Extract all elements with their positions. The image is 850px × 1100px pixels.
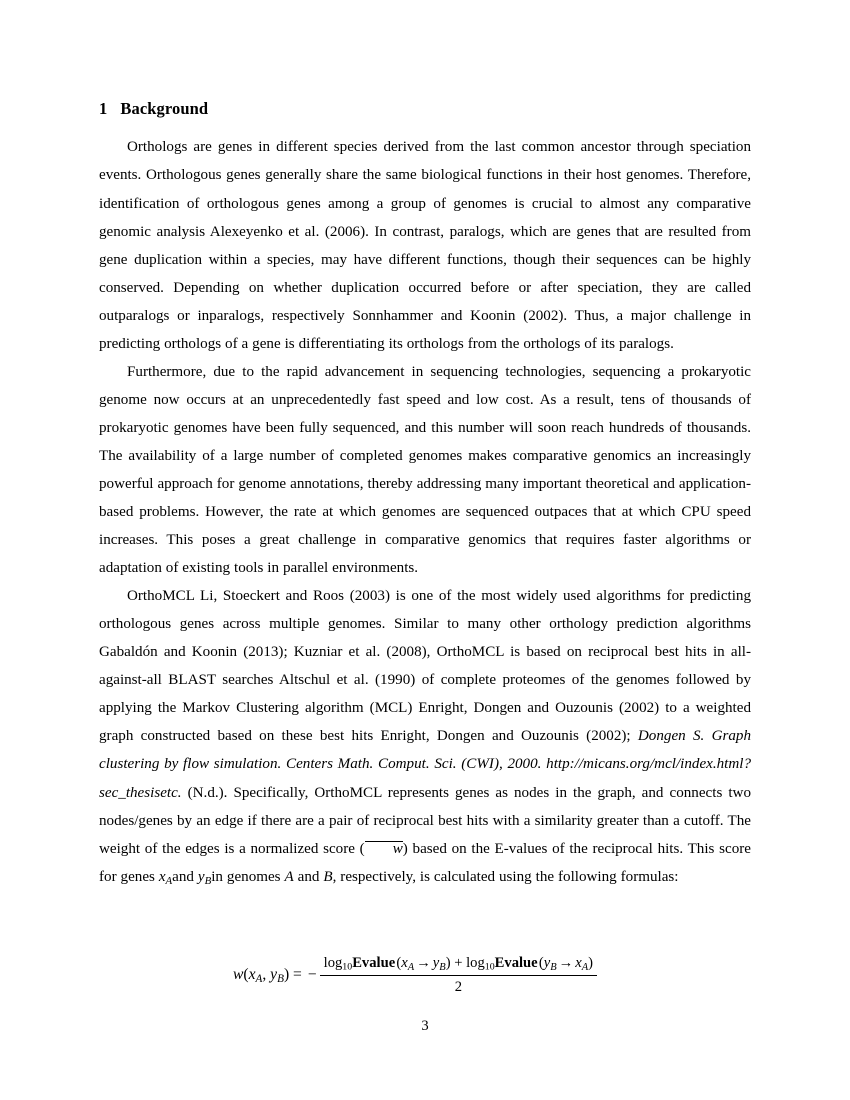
eq-n2-close: ): [588, 955, 594, 971]
eq-plus: +: [454, 955, 463, 971]
paragraph-3: [99, 582, 751, 895]
paragraph-1: Orthologs are genes in different species derived from the last common ancestor through speciation events. Orthologous genes generally share the same biological functions in their host genomes. Therefore, identification of orthologous genes among a group of genomes is crucial to almost any comparative genomic analysis Alexeyenko et al. (2006). In contrast, paralogs, which are genes that are resulted from gene duplication within a species, may have different functions, though their sequences can be highly conserved. Depending on whether duplication occurred before or after speciation, they are called outparalogs or inparalogs, respectively Sonnhammer and Koonin (2002). Thus, a major challenge in predicting orthologs of a gene is differentiating its orthologs from the orthologs of its paralogs.: [99, 139, 751, 352]
eq-log1-base: 10: [342, 961, 353, 973]
section-number: 1: [99, 99, 108, 118]
eq-evalue1: Evalue: [352, 955, 396, 971]
paragraph-3-part4: and: [172, 868, 198, 885]
eq-n1-x: x: [401, 955, 408, 971]
math-x-var: x: [158, 868, 166, 885]
paragraph-3-part6: and: [293, 868, 324, 885]
equation-fraction: [320, 955, 597, 996]
eq-arrow2: →: [558, 955, 574, 971]
display-equation: [0, 955, 850, 996]
equation-inner: [233, 955, 597, 996]
math-y-var: y: [197, 868, 205, 885]
eq-n2-y: y: [543, 955, 551, 971]
equation-minus-sign: −: [307, 966, 317, 984]
eq-paren-open: (: [243, 965, 249, 983]
eq-n1-y: y: [432, 955, 440, 971]
eq-log1: log: [323, 955, 343, 971]
paragraph-3-part3: ) based on the E-values of the reciprocal hits. This score for genes: [99, 840, 751, 885]
equation-left-hand-side: [233, 966, 307, 985]
eq-comma: ,: [262, 965, 267, 983]
genome-label-a: A: [284, 868, 294, 885]
math-w-bar: w: [365, 841, 403, 857]
genome-label-b: B: [323, 868, 333, 885]
eq-n2-y-sub: B: [550, 961, 557, 973]
fraction-numerator: [320, 955, 597, 975]
eq-log2-base: 10: [484, 961, 495, 973]
math-y-subscript: B: [204, 874, 212, 887]
eq-x: x: [248, 965, 256, 983]
eq-n2-x-sub: A: [581, 961, 589, 973]
paragraph-2: Furthermore, due to the rapid advancement in sequencing technologies, sequencing a prokaryotic genome now occurs at an unprecedentedly fast speed and low cost. As a result, tens of thousands of prokaryotic genomes have been fully sequenced, and this number will soon reach hundreds of thousands. The availability of a large number of completed genomes makes comparative genomics an increasingly powerful approach for genome annotations, thereby addressing many important theoretical and application-based problems. However, the rate at which genomes are sequenced outpaces that at which CPU speed increases. This poses a great challenge in comparative genomics that requires faster algorithms or adaptation of existing tools in parallel environments.: [99, 363, 751, 577]
eq-w: w: [232, 965, 244, 983]
eq-n1-x-sub: A: [407, 961, 415, 973]
eq-log2: log: [466, 955, 485, 971]
citation-dongen-italic: Dongen S. Graph clustering by flow simulation. Centers Math. Comput. Sci. (CWI), 2000. http://micans.org/mcl/index.html?sec_thesisetc.: [99, 728, 752, 801]
page-content: [99, 98, 751, 895]
section-heading: [99, 98, 751, 119]
eq-n1-y-sub: B: [439, 961, 446, 973]
eq-n2-x: x: [575, 955, 582, 971]
math-x-subscript: A: [165, 874, 173, 887]
eq-x-sub: A: [255, 973, 263, 986]
eq-arrow1: →: [416, 955, 431, 971]
eq-n2-open: (: [538, 955, 544, 971]
eq-equals: =: [293, 965, 302, 983]
paragraph-3-part2: (N.d.). Specifically, OrthoMCL represents genes as nodes in the graph, and connects two nodes/genes by an edge if there are a pair of reciprocal best hits with a similarity greater than a cutoff. The weight of the edges is a normalized score (: [99, 784, 751, 857]
eq-y-sub: B: [277, 973, 284, 986]
eq-evalue2: Evalue: [494, 955, 538, 971]
paragraph-3-part7: , respectively, is calculated using the following formulas:: [332, 868, 679, 885]
section-title: Background: [120, 99, 209, 118]
eq-n1-open: (: [396, 955, 402, 971]
fraction-denominator: 2: [454, 978, 462, 995]
page-number: 3: [421, 1018, 429, 1034]
eq-y: y: [270, 965, 278, 983]
eq-n1-close: ): [445, 955, 451, 971]
paragraph-3-part1: OrthoMCL Li, Stoeckert and Roos (2003) is one of the most widely used algorithms for predicting orthologous genes across multiple genomes. Similar to many other orthology prediction algorithms Gabaldón and Koonin (2013); Kuzniar et al. (2008), OrthoMCL is based on reciprocal best hits in all-against-all BLAST searches Altschul et al. (1990) of complete proteomes of the genomes followed by applying the Markov Clustering algorithm (MCL) Enright, Dongen and Ouzounis (2002) to a weighted graph constructed based on these best hits Enright, Dongen and Ouzounis (2002);: [99, 588, 751, 745]
paragraph-3-part5: in genomes: [211, 868, 285, 885]
eq-paren-close: ): [283, 965, 290, 983]
